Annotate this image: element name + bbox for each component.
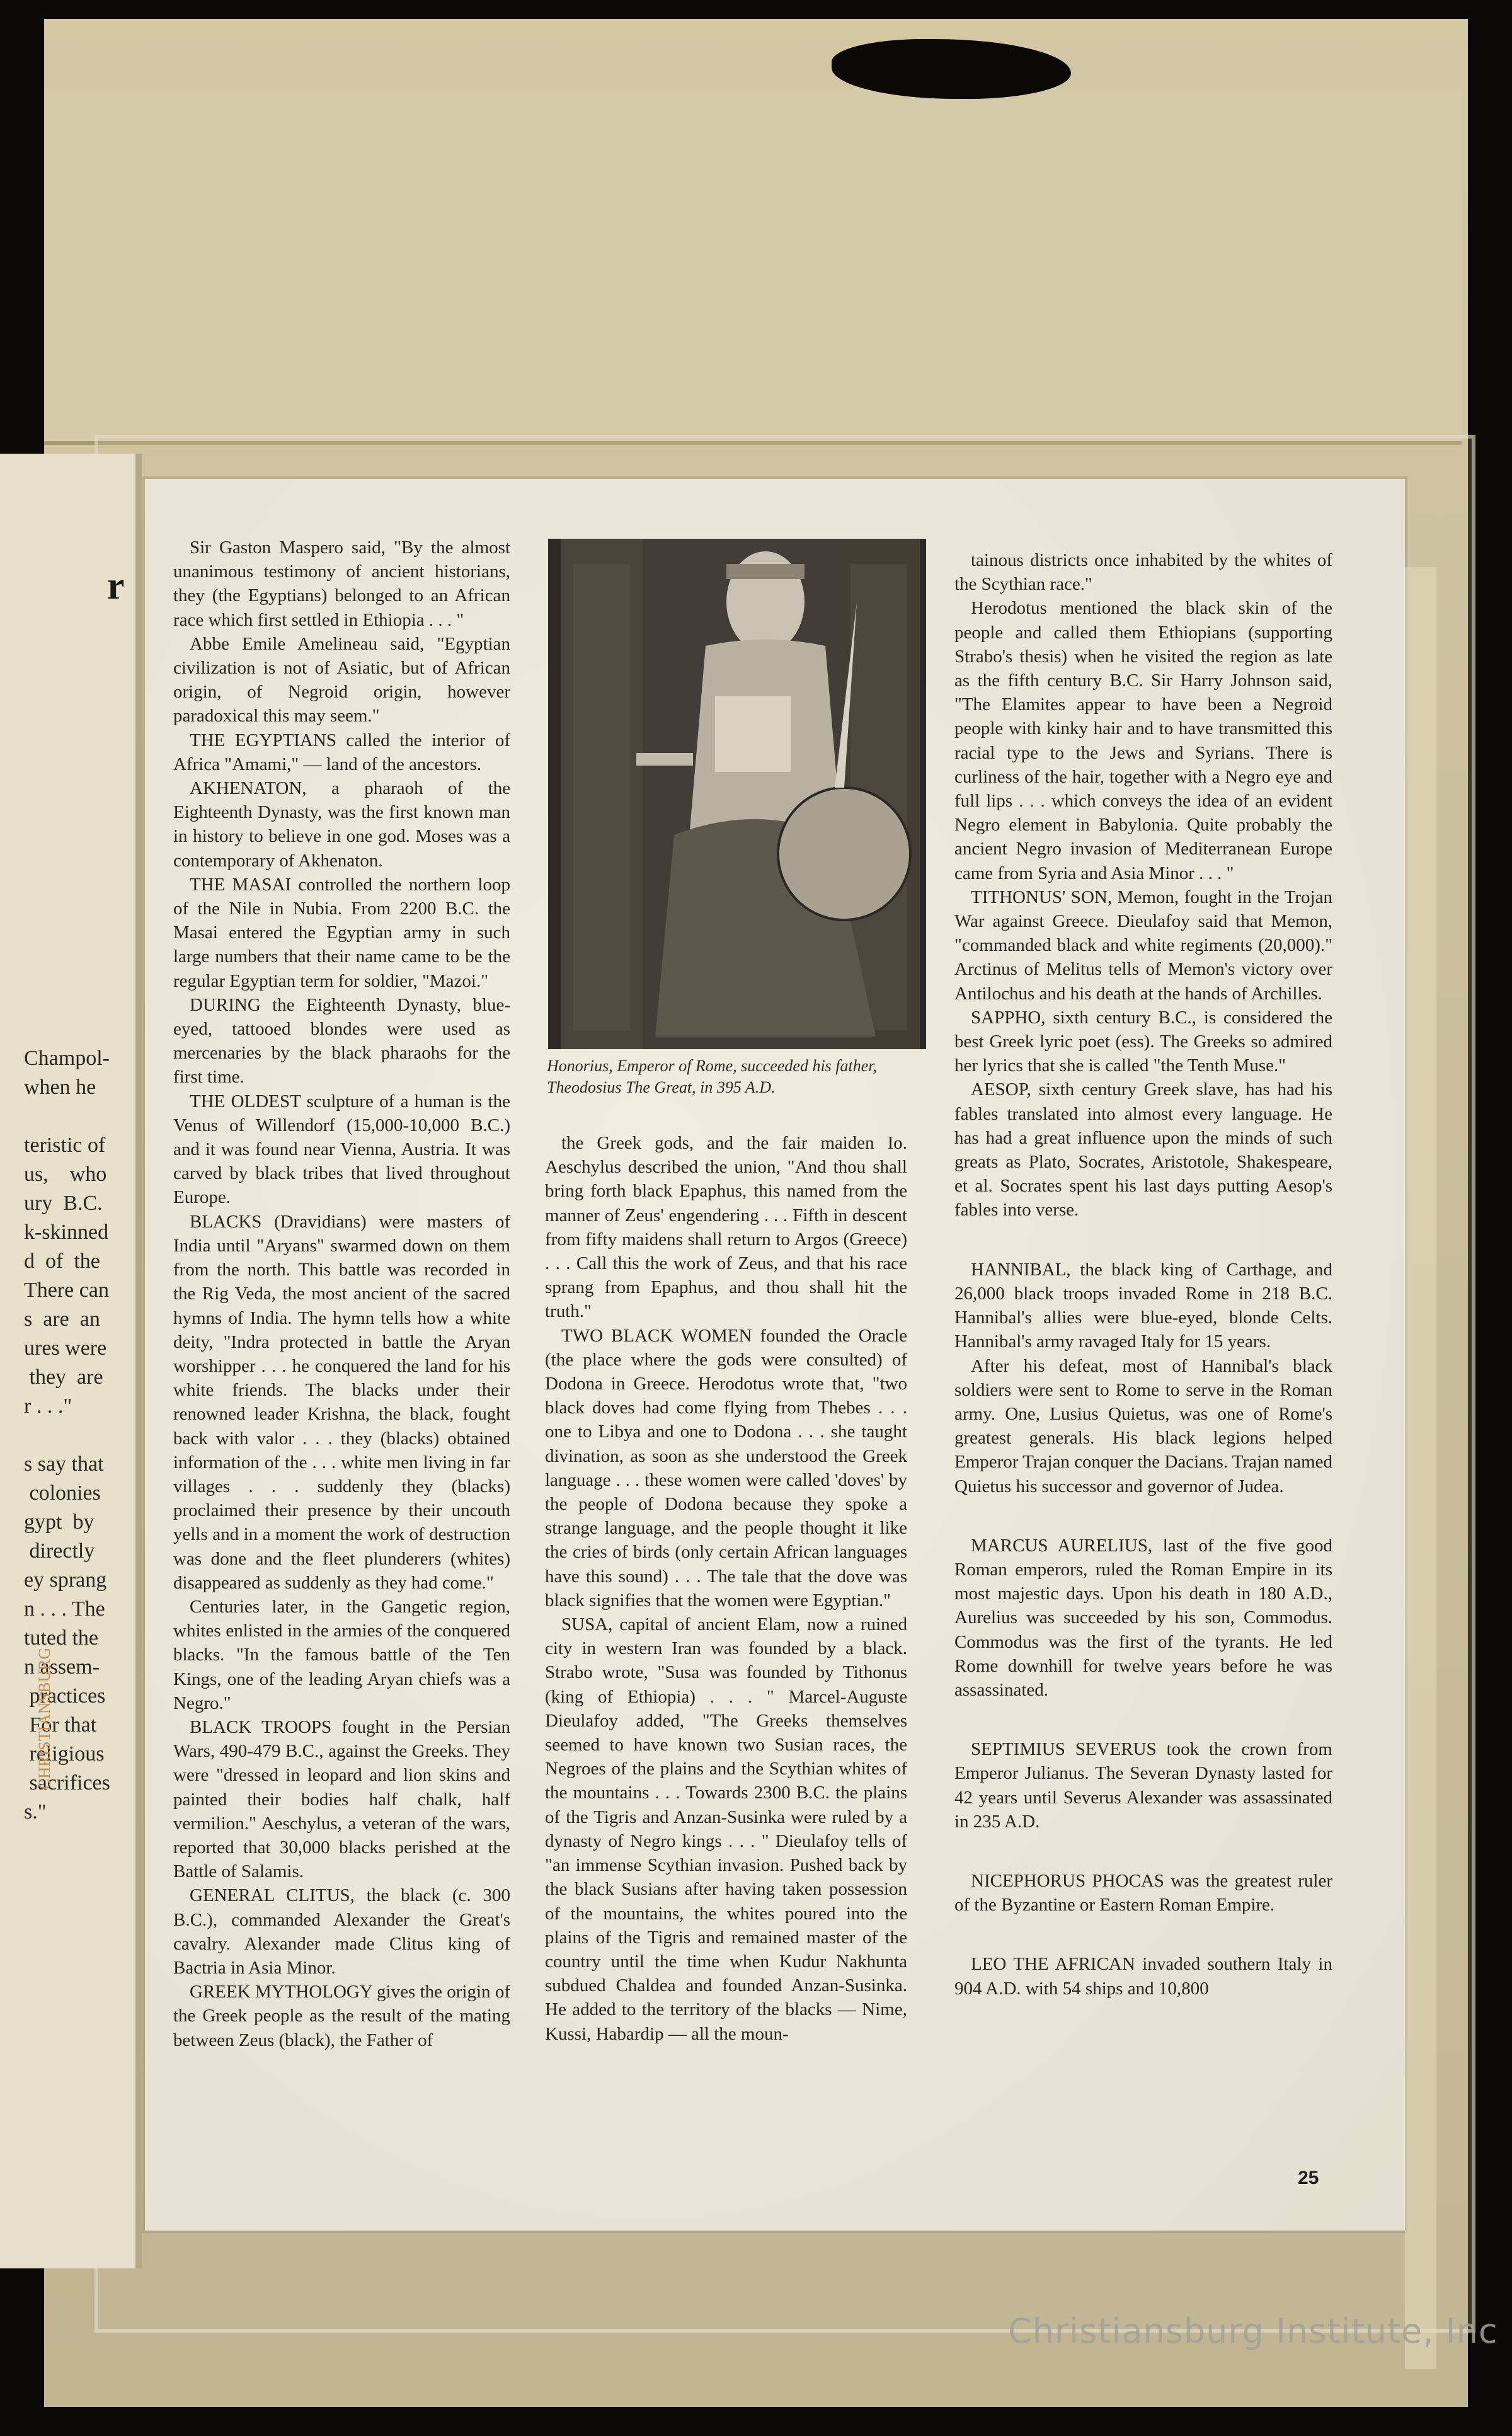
portrait-illustration <box>548 539 926 1049</box>
left-text-line: when he <box>24 1076 96 1099</box>
article-paragraph: Abbe Emile Amelineau said, "Egyptian civilization is not of Asiatic, but of African origin, of Negroid origin, however paradoxical this may seem." <box>173 633 510 727</box>
page-number: 25 <box>1298 2168 1319 2188</box>
article-paragraph: After his defeat, most of Hannibal's black soldiers were sent to Rome to serve in the Roman army. One, Lusius Quietus, was one of Rome's greatest generals. His black legions helped Emperor Trajan conquer the Dacians. Trajan named Quietus his successor and governor of Judea. <box>954 1355 1332 1497</box>
article-paragraph: the Greek gods, and the fair maiden Io. Aeschylus described the union, "And thou shall bring forth black Epaphus, this named from the manner of Zeus' engendering . . . Fifth in descent from fifty maidens shall return to Argos (Greece) . . . Call this the work of Zeus, and that his race sprang from Epaphus, and thou shall hit the truth." <box>545 1133 907 1322</box>
article-paragraph: DURING the Eighteenth Dynasty, blue-eyed, tattooed blondes were used as mercenaries by the black pharaohs for the first time. <box>173 994 510 1088</box>
article-paragraph: AKHENATON, a pharaoh of the Eighteenth Dynasty, was the first known man in history to believe in one god. Moses was a contemporary of Akhenaton. <box>173 778 510 871</box>
left-text-line: religious <box>24 1742 105 1766</box>
left-text-line: k-skinned <box>24 1221 109 1244</box>
article-paragraph: GREEK MYTHOLOGY gives the origin of the Greek people as the result of the mating between Zeus (black), the Father of <box>173 1982 510 2050</box>
left-text-line: tuted the <box>24 1626 99 1650</box>
watermark: Christiansburg Institute, Inc <box>1008 2311 1498 2351</box>
article-paragraph: BLACK TROOPS fought in the Persian Wars, 490-479 B.C., against the Greeks. They were "dressed in leopard and lion skins and painted their bodies half chalk, half vermilion." Aeschylus, a veteran of the wars, reported that 30,000 blacks perished at the Battle of Salamis. <box>173 1716 510 1882</box>
envelope-flap <box>44 88 1462 445</box>
article-paragraph: Sir Gaston Maspero said, "By the almost unanimous testimony of ancient historians, they (the Egyptians) belonged to an African race which first settled in Ethiopia . . . " <box>173 537 510 630</box>
article-paragraph: AESOP, sixth century Greek slave, has had his fables translated into almost every language. He has had a great influence upon the minds of such greats as Plato, Socrates, Aristotole, Shakespeare, et al. Socrates spent his last days putting Aesop's fables into verse. <box>954 1079 1332 1221</box>
left-text-line: directly <box>24 1539 95 1563</box>
text-column-2 <box>545 1131 907 2046</box>
left-text-line: s are an <box>24 1307 100 1331</box>
left-text-line: r . . ." <box>24 1394 72 1418</box>
left-text-line: For that <box>24 1713 97 1737</box>
article-paragraph: GENERAL CLITUS, the black (c. 300 B.C.), commanded Alexander the Great's cavalry. Alexander made Clitus king of Bactria in Asia Minor. <box>173 1885 510 1978</box>
article-paragraph: LEO THE AFRICAN invaded southern Italy in 904 A.D. with 54 ships and 10,800 <box>954 1954 1332 1999</box>
left-page-fragment <box>0 454 142 2268</box>
article-paragraph: THE EGYPTIANS called the interior of Africa "Amami," — land of the ancestors. <box>173 730 510 774</box>
left-text-line: d of the <box>24 1250 100 1273</box>
left-text-line: s say that <box>24 1452 104 1476</box>
article-paragraph: Herodotus mentioned the black skin of the people and called them Ethiopians (supporting Strabo's thesis) when he visited the region as late as the fifth century B.C. Sir Harry Johnson said, "The Elamites appear to have been a Negroid people with kinky hair and to have transmitted this racial type to the Jews and Syrians. There is curliness of the hair, together with a Negro eye and full lips . . . which conveys the idea of an evident Negro element in Babylonia. Quite probably the ancient Negro invasion of Mediterranean Europe came from Syria and Asia Minor . . . " <box>954 598 1332 883</box>
left-text-line: ey sprang <box>24 1568 107 1592</box>
left-text-line: sacrifices <box>24 1771 110 1795</box>
article-paragraph: BLACKS (Dravidians) were masters of India until "Aryans" swarmed down on them from the north. This battle was recorded in the Rig Veda, the most ancient of the sacred hymns of India. The hymn tells how a white deity, "Indra protected in battle the Aryan worshipper . . . he conquered the land for his white friends. The blacks under their renowned leader Krishna, the black, fought back with valor . . . they (blacks) obtained information of the . . . white men living in far villages . . . suddenly they (blacks) proclaimed their presence by their uncouth yells and in a moment the work of destruction was done and the fleet plunderers (whites) disappeared as suddenly as they had come." <box>173 1211 510 1593</box>
magazine-page <box>145 479 1405 2231</box>
left-text-line: There can <box>24 1278 109 1302</box>
article-paragraph: NICEPHORUS PHOCAS was the greatest ruler of the Byzantine or Eastern Roman Empire. <box>954 1870 1332 1916</box>
article-paragraph: TWO BLACK WOMEN founded the Oracle (the place where the gods were consulted) of Dodona in Greece. Herodotus wrote that, "two black doves had come flying from Thebes . . . one to Libya and one to Dodona . . . she taught divination, as soon as she understood the Greek language . . . these women were called 'doves' by the people of Dodona because they spoke a strange language, and the people thought it like the cries of birds (only certain African languages have this sound) . . . The tale that the dove was black signifies that the women were Egyptian." <box>545 1325 907 1611</box>
emperor-portrait-photo <box>548 539 926 1049</box>
left-text-line: Champol- <box>24 1047 110 1070</box>
tape-strip <box>1405 567 1436 2369</box>
article-paragraph: TITHONUS' SON, Memon, fought in the Trojan War against Greece. Dieulafoy said that Memon, "commanded black and white regiments (20,000)." Arctinus of Melitus tells of Memon's victory over Antilochus and his death at the hands of Archilles. <box>954 887 1332 1004</box>
text-column-3 <box>954 548 1332 2001</box>
left-text-line: n assem- <box>24 1655 100 1679</box>
left-text-line: s." <box>24 1800 47 1824</box>
left-text-line: ures were <box>24 1336 107 1360</box>
article-paragraph: SUSA, capital of ancient Elam, now a ruined city in western Iran was founded by a black. Strabo wrote, "Susa was founded by Tithonus (king of Ethiopia) . . . " Marcel-Auguste Dieulafoy added, "The Greeks themselves seemed to have known two Susian races, the Negroes of the plains and the Scythian whites of the mountains . . . Towards 2300 B.C. the plains of the Tigris and Anzan-Susinka were ruled by a dynasty of Negro kings . . . " Dieulafoy tells of "an immense Scythian invasion. Pushed back by the black Susians after having taken possession of the mountains, the whites poured into the plains of the Tigris and remained master of the country until the time when Kudur Nakhunta subdued Chaldea and founded Anzan-Susinka. He added to the territory of the blacks — Nime, Kussi, Habardip — all the moun- <box>545 1614 907 2044</box>
article-paragraph: HANNIBAL, the black king of Carthage, and 26,000 black troops invaded Rome in 218 B.C. Hannibal's allies were blue-eyed, blonde Celts. Hannibal's army ravaged Italy for 15 years. <box>954 1259 1332 1352</box>
article-paragraph: tainous districts once inhabited by the whites of the Scythian race." <box>954 550 1332 595</box>
left-text-line: n . . . The <box>24 1597 105 1621</box>
left-text-line: colonies <box>24 1481 101 1505</box>
left-text-line: gypt by <box>24 1510 94 1534</box>
article-paragraph: Centuries later, in the Gangetic region, whites enlisted in the armies of the conquered blacks. "In the famous battle of the Ten Kings, one of the leading Aryan chiefs was a Negro." <box>173 1596 510 1713</box>
left-text-line: they are <box>24 1365 103 1389</box>
left-text-line: practices <box>24 1684 106 1708</box>
text-column-1 <box>173 536 510 2052</box>
article-paragraph: MARCUS AURELIUS, last of the five good Roman emperors, ruled the Roman Empire in its most majestic days. Upon his death in 180 A.D., Aurelius was succeeded by his son, Commodus. Commodus was the first of the tyrants. He led Rome downhill for twelve years before he was assassinated. <box>954 1535 1332 1700</box>
left-text-line: teristic of <box>24 1134 106 1157</box>
photo-caption: Honorius, Emperor of Rome, succeeded his father, Theodosius The Great, in 395 A.D. <box>547 1057 878 1096</box>
left-text-line: ury B.C. <box>24 1192 103 1215</box>
library-stamp: CHRISTIANSBURG <box>35 1647 54 1790</box>
article-paragraph: THE MASAI controlled the northern loop of the Nile in Nubia. From 2200 B.C. the Masai entered the Egyptian army in such large numbers that their name came to be the regular Egyptian term for soldier, "Mazoi." <box>173 874 510 991</box>
article-paragraph: SAPPHO, sixth century B.C., is considered the best Greek lyric poet (ess). The Greeks so admired her lyrics that she is called "the Tenth Muse." <box>954 1007 1332 1076</box>
left-heading-fragment: r <box>107 565 125 607</box>
article-paragraph: THE OLDEST sculpture of a human is the Venus of Willendorf (15,000-10,000 B.C.) and it was found near Vienna, Austria. It was carved by black tribes that lived throughout Europe. <box>173 1091 510 1208</box>
article-paragraph: SEPTIMIUS SEVERUS took the crown from Emperor Julianus. The Severan Dynasty lasted for 42 years until Severus Alexander was assassinated in 235 A.D. <box>954 1739 1332 1832</box>
left-text-line: us, who <box>24 1163 107 1186</box>
